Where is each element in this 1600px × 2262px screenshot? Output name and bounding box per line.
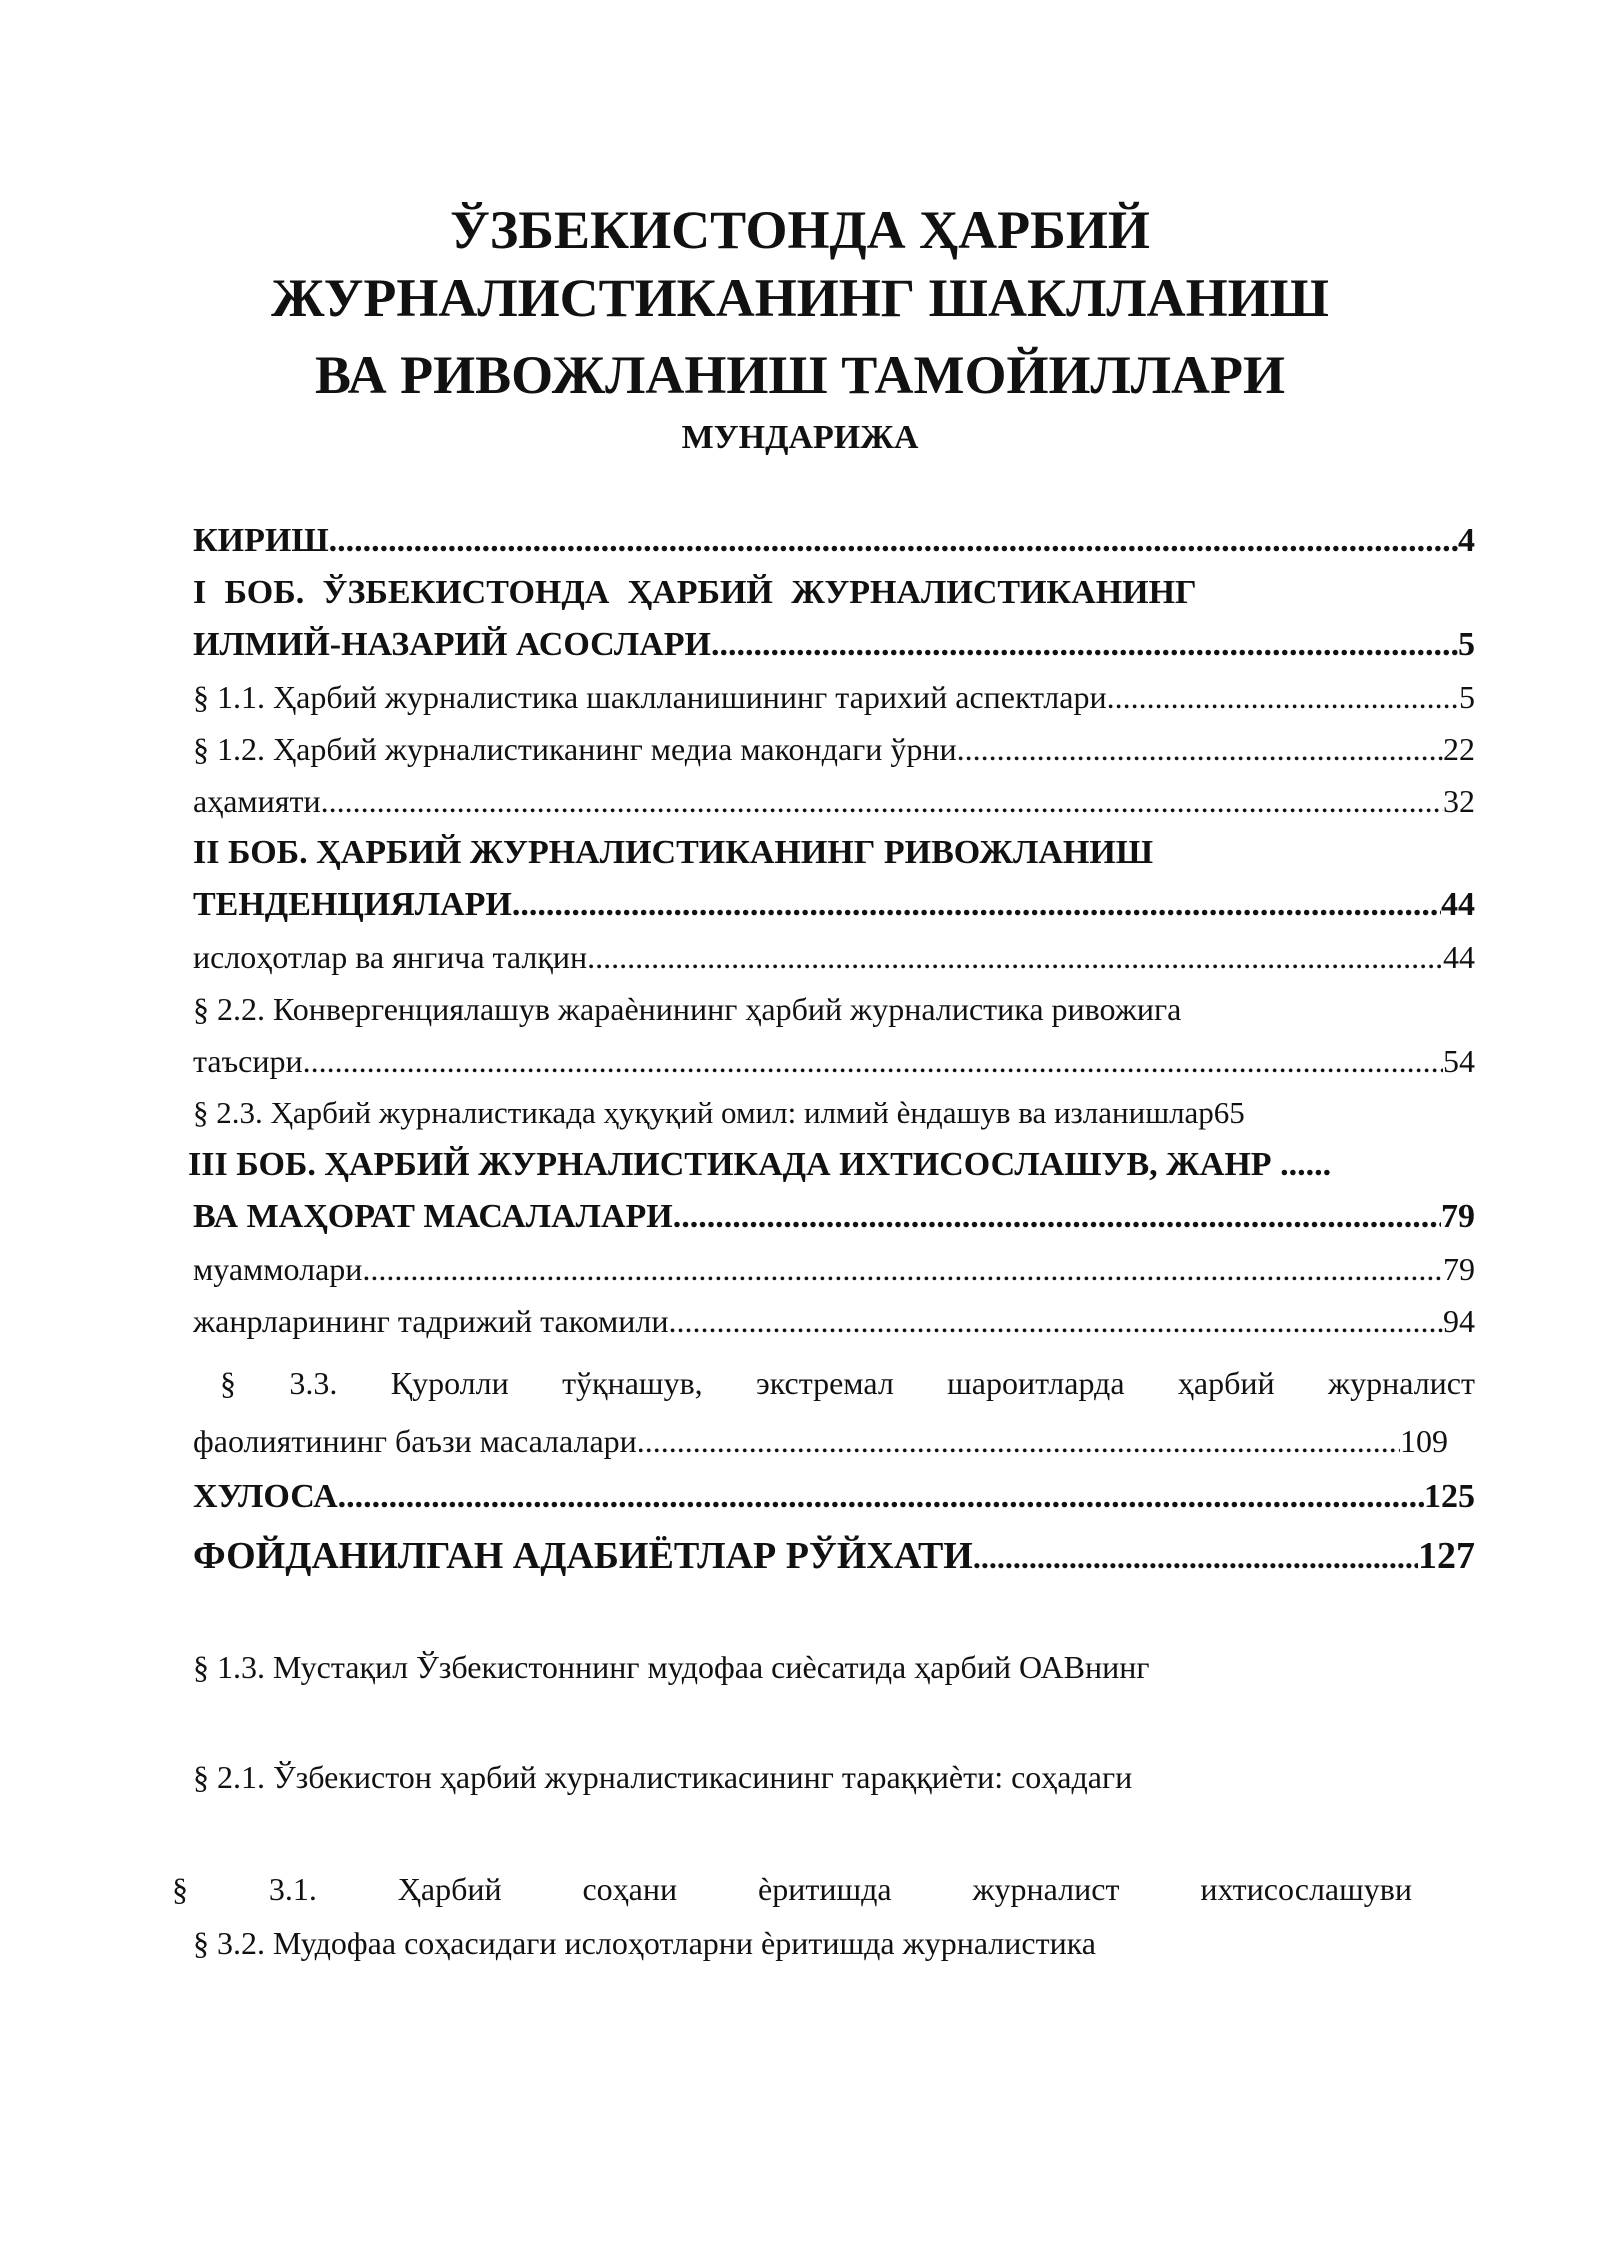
toc-entry-page: 44 (1443, 939, 1475, 975)
heading-word: § (172, 1871, 188, 1907)
toc-leader-dots (362, 1246, 1443, 1292)
heading-word: тўқнашув, (562, 1365, 703, 1401)
toc-entry-references[interactable] (193, 1530, 1475, 1582)
toc-entry-page: 127 (1418, 1535, 1475, 1577)
section-3-1-heading-fragment (172, 1866, 1412, 1912)
heading-word: I (193, 574, 207, 611)
toc-leader-dots (338, 1474, 1424, 1520)
contents-heading: МУНДАРИЖА (681, 419, 919, 456)
toc-entry-section-1-3-end[interactable] (193, 778, 1475, 824)
toc-leader-dots (1107, 674, 1459, 720)
heading-word: Ҳарбий (397, 1871, 502, 1907)
heading-word: экстремал (756, 1365, 894, 1401)
heading-word: 3.3. (289, 1365, 338, 1401)
section-3-2-heading-fragment: § 3.2. Мудофаа соҳасидаги ислоҳотларни ѐритишда журналистика (193, 1925, 1096, 1961)
toc-entry-label: КИРИШ (193, 522, 329, 559)
toc-leader-dots (512, 882, 1441, 928)
section-1-3-heading-fragment: § 1.3. Мустақил Ўзбекистоннинг мудофаа сиѐсатида ҳарбий ОАВнинг (193, 1649, 1150, 1685)
toc-leader-dots (587, 934, 1443, 980)
toc-entry-page: 79 (1441, 1198, 1475, 1235)
toc-entry-label: ислоҳотлар ва янгича талқин (193, 939, 588, 975)
heading-word: ҳарбий (1177, 1365, 1275, 1401)
toc-leader-dots (669, 1298, 1443, 1344)
heading-word: журналист (1327, 1365, 1475, 1401)
toc-entry-page: 109 (1400, 1423, 1448, 1459)
heading-word: БОБ. (224, 574, 305, 611)
toc-leader-dots (637, 1418, 1400, 1464)
heading-word: ѐритишда (758, 1871, 892, 1907)
toc-leader-dots (303, 1038, 1443, 1084)
toc-entry-page: 94 (1443, 1303, 1475, 1339)
toc-entry-page: 22 (1443, 731, 1475, 767)
toc-leader-dots (673, 1194, 1441, 1240)
toc-leader-dots (329, 518, 1458, 564)
toc-entry-label: аҳамияти (193, 783, 321, 819)
toc-entry-page: 79 (1443, 1251, 1475, 1287)
toc-entry-label: ТЕНДЕНЦИЯЛАРИ (193, 886, 512, 923)
toc-entry-label: ХУЛОСА (193, 1478, 338, 1515)
toc-entry-label: ИЛМИЙ-НАЗАРИЙ АСОСЛАРИ (193, 626, 711, 663)
toc-entry-page: 4 (1458, 522, 1475, 559)
toc-entry-page: 5 (1458, 626, 1475, 663)
heading-word: § (220, 1365, 236, 1401)
heading-word: шароитларда (947, 1365, 1125, 1401)
toc-entry-section-1-2[interactable] (193, 726, 1475, 772)
toc-entry-page: 125 (1424, 1478, 1475, 1515)
toc-section-3-3-heading[interactable] (220, 1360, 1475, 1406)
toc-entry-label: ФОЙДАНИЛГАН АДАБИЁТЛАР РЎЙХАТИ (193, 1535, 973, 1577)
toc-entry-section-2-2[interactable] (193, 1038, 1475, 1084)
toc-entry-page: 32 (1443, 783, 1475, 819)
toc-entry-page: 5 (1459, 679, 1475, 715)
toc-entry-page: 44 (1441, 886, 1475, 923)
toc-leader-dots (973, 1531, 1418, 1582)
toc-entry-conclusion[interactable] (193, 1474, 1475, 1520)
toc-leader-dots (321, 778, 1443, 824)
toc-entry-section-1-1[interactable] (193, 674, 1475, 720)
toc-entry-chapter-2[interactable] (193, 882, 1475, 928)
toc-entry-chapter-1[interactable] (193, 622, 1475, 668)
toc-entry-section-2-3[interactable]: § 2.3. Ҳарбий журналистикада ҳуқуқий омил: илмий ѐндашув ва изланишлар65 (193, 1095, 1245, 1130)
heading-word: ҲАРБИЙ (627, 574, 773, 611)
heading-word: ЖУРНАЛИСТИКАНИНГ (791, 574, 1197, 611)
toc-entry-label: ВА МАҲОРАТ МАСАЛАЛАРИ (193, 1198, 673, 1235)
toc-entry-label: § 1.1. Ҳарбий журналистика шаклланишининг тарихий аспектлари (193, 679, 1107, 715)
toc-entry-section-3-1-end[interactable] (193, 1246, 1475, 1292)
heading-word: соҳани (582, 1871, 678, 1907)
heading-word: ЎЗБЕКИСТОНДА (322, 574, 610, 611)
toc-entry-section-3-3[interactable] (193, 1418, 1448, 1464)
toc-entry-intro[interactable] (193, 518, 1475, 564)
toc-entry-section-2-1-end[interactable] (193, 934, 1475, 980)
heading-word: ихтисослашуви (1200, 1871, 1412, 1907)
document-title-line-3: ВА РИВОЖЛАНИШ ТАМОЙИЛЛАРИ (315, 345, 1285, 405)
toc-leader-dots (711, 622, 1458, 668)
toc-entry-label: фаолиятининг баъзи масалалари (193, 1423, 637, 1459)
toc-section-2-2-heading[interactable]: § 2.2. Конвергенциялашув жараѐнининг ҳарбий журналистика ривожига (193, 991, 1182, 1027)
section-2-1-heading-fragment: § 2.1. Ўзбекистон ҳарбий журналистикасининг тараққиѐти: соҳадаги (193, 1759, 1133, 1795)
toc-entry-chapter-3[interactable] (193, 1194, 1475, 1240)
heading-word: журналист (972, 1871, 1120, 1907)
toc-chapter-2-heading[interactable]: II БОБ. ҲАРБИЙ ЖУРНАЛИСТИКАНИНГ РИВОЖЛАНИШ (193, 834, 1154, 871)
toc-entry-label: § 1.2. Ҳарбий журналистиканинг медиа макондаги ўрни (193, 731, 957, 767)
document-title-line-1: ЎЗБЕКИСТОНДА ҲАРБИЙ (450, 200, 1150, 260)
document-title-line-2: ЖУРНАЛИСТИКАНИНГ ШАКЛЛАНИШ (271, 268, 1329, 328)
toc-entry-label: таъсири (193, 1043, 303, 1079)
toc-leader-dots (957, 726, 1443, 772)
toc-entry-page: 54 (1443, 1043, 1475, 1079)
toc-entry-label: муаммолари (193, 1251, 363, 1287)
toc-chapter-3-heading[interactable]: III БОБ. ҲАРБИЙ ЖУРНАЛИСТИКАДА ИХТИСОСЛАШУВ, ЖАНР ...... (188, 1146, 1332, 1183)
toc-entry-section-3-2-end[interactable] (193, 1298, 1475, 1344)
toc-entry-label: жанрларининг тадрижий такомили (193, 1303, 669, 1339)
heading-word: Қуролли (390, 1365, 509, 1401)
heading-word: 3.1. (268, 1871, 317, 1907)
toc-chapter-1-heading[interactable] (193, 570, 1475, 616)
